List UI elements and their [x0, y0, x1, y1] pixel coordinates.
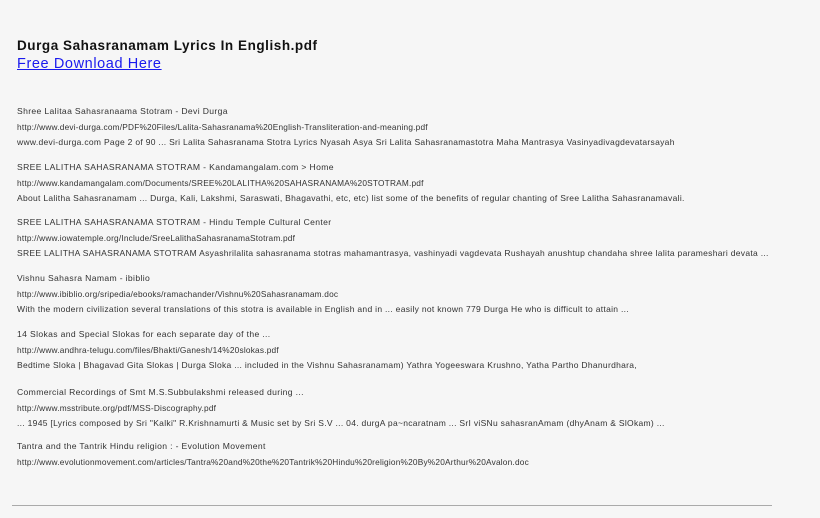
result-snippet: About Lalitha Sahasranamam ... Durga, Kali, Lakshmi, Saraswati, Bhagavathi, etc, etc) list some of the benefits of regular chanting of Sree Lalitha Sahasranamavali.: [17, 193, 685, 203]
search-result: [17, 329, 787, 370]
result-url[interactable]: http://www.iowatemple.org/Include/SreeLalithaSahasranamaStotram.pdf: [17, 233, 296, 243]
page-divider: [12, 505, 772, 506]
result-url[interactable]: http://www.andhra-telugu.com/files/Bhakti/Ganesh/14%20slokas.pdf: [17, 345, 279, 355]
search-result: [17, 273, 787, 314]
search-result: [17, 106, 787, 147]
result-url[interactable]: http://www.msstribute.org/pdf/MSS-Discography.pdf: [17, 403, 217, 413]
result-url[interactable]: http://www.devi-durga.com/PDF%20Files/Lalita-Sahasranama%20English-Transliteration-and-meaning.pdf: [17, 122, 428, 132]
result-title[interactable]: 14 Slokas and Special Slokas for each separate day of the ...: [17, 329, 271, 339]
search-result: [17, 387, 787, 428]
result-snippet: SREE LALITHA SAHASRANAMA STOTRAM Asyashrilalita sahasranama stotras mahamantrasya, vashinyadi vagdevata Rushayah anushtup chandaha shree lalita parameshari devata ...: [17, 248, 769, 258]
free-download-link[interactable]: Free Download Here: [17, 56, 162, 72]
result-url[interactable]: http://www.evolutionmovement.com/articles/Tantra%20and%20the%20Tantrik%20Hindu%20religion%20By%20Arthur%20Avalon.doc: [17, 457, 529, 467]
result-title[interactable]: SREE LALITHA SAHASRANAMA STOTRAM - Hindu Temple Cultural Center: [17, 217, 332, 227]
result-snippet: www.devi-durga.com Page 2 of 90 ... Sri Lalita Sahasranama Stotra Lyrics Nyasah Asya Sri Lalita Sahasranamastotra Maha Mantrasya Vasinyadivagdevatarsayah: [17, 137, 675, 147]
result-url[interactable]: http://www.ibiblio.org/sripedia/ebooks/ramachander/Vishnu%20Sahasranamam.doc: [17, 289, 339, 299]
result-snippet: ... 1945 [Lyrics composed by Sri "Kalki" R.Krishnamurti & Music set by Sri S.V ... 04. durgA pa~ncaratnam ... SrI viSNu sahasranAmam (dhyAnam & SlOkam) ...: [17, 418, 665, 428]
result-url[interactable]: http://www.kandamangalam.com/Documents/SREE%20LALITHA%20SAHASRANAMA%20STOTRAM.pdf: [17, 178, 424, 188]
result-snippet: Bedtime Sloka | Bhagavad Gita Slokas | Durga Sloka ... included in the Vishnu Sahasranamam) Yathra Yogeeswara Krushno, Yatha Partho Dhanurdhara,: [17, 360, 637, 370]
search-result: [17, 162, 787, 203]
result-title[interactable]: Commercial Recordings of Smt M.S.Subbulakshmi released during ...: [17, 387, 304, 397]
document-title: Durga Sahasranamam Lyrics In English.pdf: [17, 38, 318, 53]
result-title[interactable]: Tantra and the Tantrik Hindu religion : - Evolution Movement: [17, 441, 266, 451]
search-result: [17, 441, 787, 467]
result-title[interactable]: Vishnu Sahasra Namam - ibiblio: [17, 273, 151, 283]
result-title[interactable]: Shree Lalitaa Sahasranaama Stotram - Devi Durga: [17, 106, 228, 116]
result-title[interactable]: SREE LALITHA SAHASRANAMA STOTRAM - Kandamangalam.com > Home: [17, 162, 334, 172]
result-snippet: With the modern civilization several translations of this stotra is available in English and in ... easily not known 779 Durga He who is difficult to attain ...: [17, 304, 629, 314]
search-result: [17, 217, 787, 258]
